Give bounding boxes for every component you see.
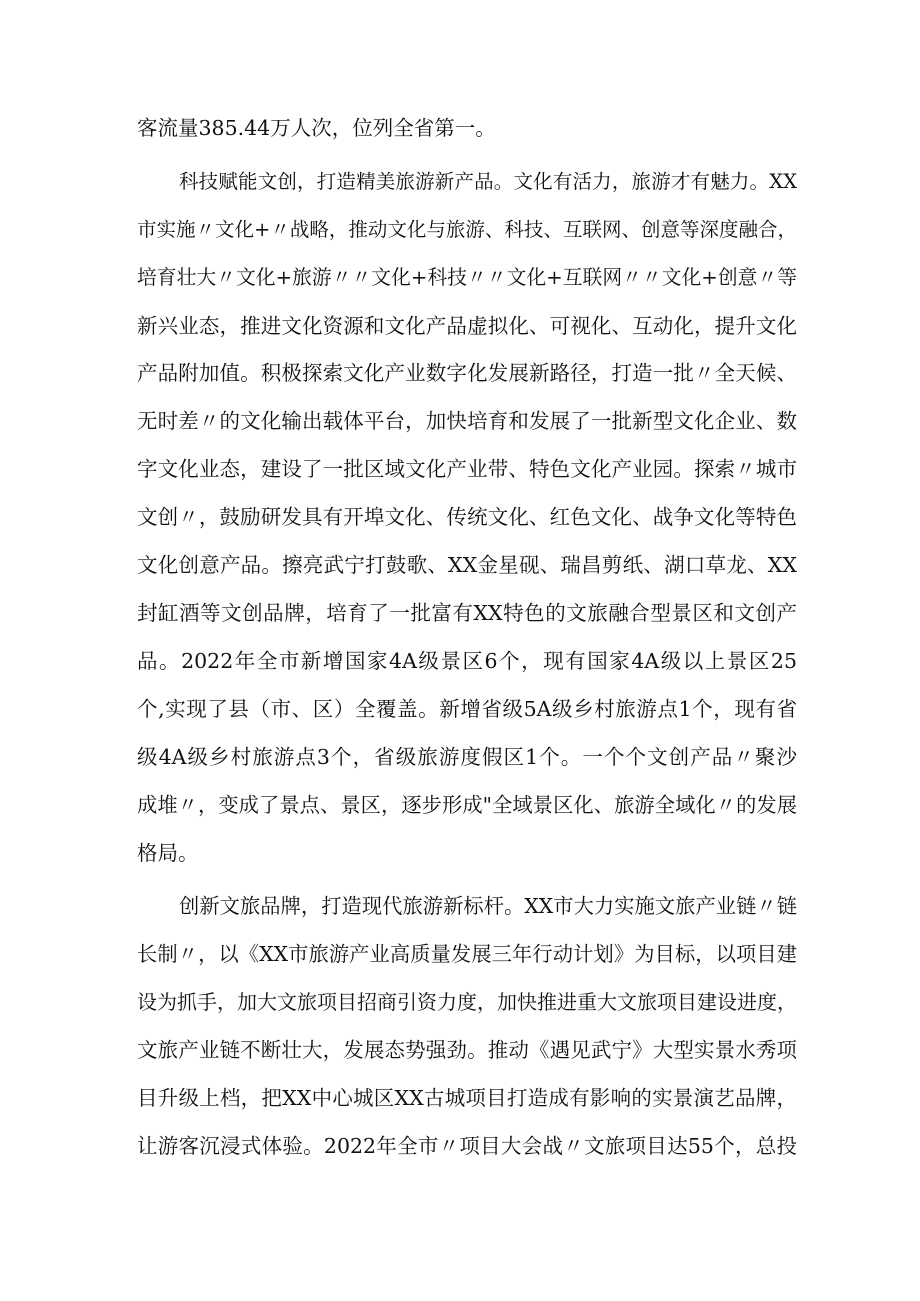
text-line-2: 科技赋能文创，打造精美旅游新产品。文化有活力，旅游才有魅力。XX [179,170,797,193]
text-line-9: 文创〃，鼓励研发具有开埠文化、传统文化、红色文化、战争文化等特色 [137,505,797,529]
text-line-8: 字文化业态，建设了一批区域文化产业带、特色文化产业园。探索〃城市 [137,457,797,481]
text-line-21: 目升级上档，把XX中心城区XX古城项目打造成有影响的实景演艺品牌， [137,1086,797,1110]
text-line-6: 产品附加值。积极探索文化产业数字化发展新路径，打造一批〃全天候、 [137,361,797,385]
text-line-5: 新兴业态，推进文化资源和文化产品虚拟化、可视化、互动化，提升文化 [137,314,797,338]
text-line-16: 格局。 [137,841,199,865]
text-line-20: 文旅产业链不断壮大，发展态势强劲。推动《遇见武宁》大型实景水秀项 [137,1038,797,1062]
text-line-4: 培育壮大〃文化+旅游〃〃文化+科技〃〃文化+互联网〃〃文化+创意〃等 [137,266,797,289]
text-line-11: 封缸酒等文创品牌，培育了一批富有XX特色的文旅融合型景区和文创产 [137,601,797,625]
text-line-14: 级4A级乡村旅游点3个，省级旅游度假区1个。一个个文创产品〃聚沙 [137,745,797,769]
text-line-7: 无时差〃的文化输出载体平台，加快培育和发展了一批新型文化企业、数 [137,409,797,433]
text-line-15: 成堆〃，变成了景点、景区，逐步形成"全域景区化、旅游全域化〃的发展 [137,793,797,817]
text-line-19: 设为抓手，加大文旅项目招商引资力度，加快推进重大文旅项目建设进度， [137,990,797,1014]
text-line-10: 文化创意产品。擦亮武宁打鼓歌、XX金星砚、瑞昌剪纸、湖口草龙、XX [137,553,797,577]
text-line-13: 个,实现了县（市、区）全覆盖。新增省级5A级乡村旅游点1个，现有省 [137,697,797,721]
text-line-3: 市实施〃文化+〃战略，推动文化与旅游、科技、互联网、创意等深度融合， [137,218,797,241]
text-line-12: 品。2022年全市新增国家4A级景区6个，现有国家4A级以上景区25 [137,649,797,673]
text-line-1: 客流量385.44万人次，位列全省第一。 [137,116,496,140]
text-line-22: 让游客沉浸式体验。2022年全市〃项目大会战〃文旅项目达55个，总投 [137,1134,797,1158]
text-line-17: 创新文旅品牌，打造现代旅游新标杆。XX市大力实施文旅产业链〃链 [179,894,797,918]
text-line-18: 长制〃，以《XX市旅游产业高质量发展三年行动计划》为目标，以项目建 [137,942,797,966]
